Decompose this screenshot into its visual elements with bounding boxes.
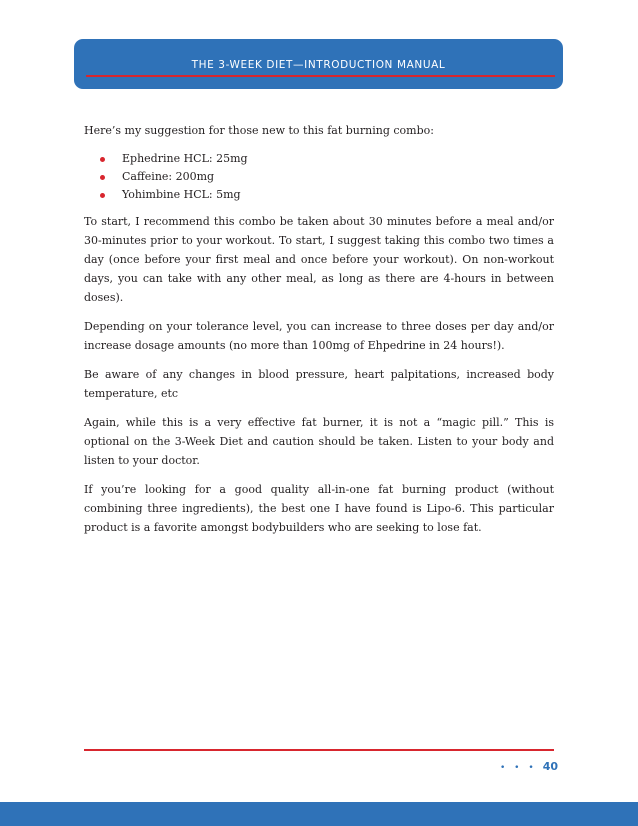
bullet-icon bbox=[100, 175, 105, 180]
page-content bbox=[84, 121, 554, 547]
header-divider bbox=[86, 75, 555, 77]
body-paragraph: Be aware of any changes in blood pressure, heart palpitations, increased body temperature, etc bbox=[84, 368, 554, 400]
intro-paragraph: Here’s my suggestion for those new to this fat burning combo: bbox=[84, 124, 434, 137]
header-bar bbox=[74, 39, 563, 89]
list-item-text: Yohimbine HCL: 5mg bbox=[122, 188, 241, 201]
bullet-icon bbox=[100, 157, 105, 162]
supplement-list bbox=[84, 150, 554, 204]
list-item bbox=[100, 168, 554, 186]
page-number: 40 bbox=[542, 760, 558, 773]
bottom-band bbox=[0, 802, 638, 826]
bullet-icon bbox=[100, 193, 105, 198]
body-paragraph: Depending on your tolerance level, you can increase to three doses per day and/or increase dosage amounts (no more than 100mg of Ehpedrine in 24 hours!). bbox=[84, 320, 554, 352]
body-paragraph: Again, while this is a very effective fat burner, it is not a “magic pill.” This is optional on the 3-Week Diet and caution should be taken. Listen to your body and listen to your doctor. bbox=[84, 416, 554, 467]
body-paragraph: If you’re looking for a good quality all-in-one fat burning product (without combining three ingredients), the best one I have found is Lipo-6. This particular product is a favorite amongst bodybuilders who are seeking to lose fat. bbox=[84, 483, 554, 534]
list-item bbox=[100, 150, 554, 168]
footer-divider bbox=[84, 749, 554, 751]
list-item-text: Ephedrine HCL: 25mg bbox=[122, 152, 248, 165]
list-item-text: Caffeine: 200mg bbox=[122, 170, 215, 183]
body-paragraph: To start, I recommend this combo be taken about 30 minutes before a meal and/or 30-minutes prior to your workout. To start, I suggest taking this combo two times a day (once before your first meal and once before your workout). On non-workout days, you can take with any other meal, as long as there are 4-hours in between doses). bbox=[84, 215, 554, 304]
footer-dots-icon: • • • bbox=[500, 763, 537, 773]
document-title: THE 3-WEEK DIET—INTRODUCTION MANUAL bbox=[191, 59, 446, 71]
list-item bbox=[100, 186, 554, 204]
